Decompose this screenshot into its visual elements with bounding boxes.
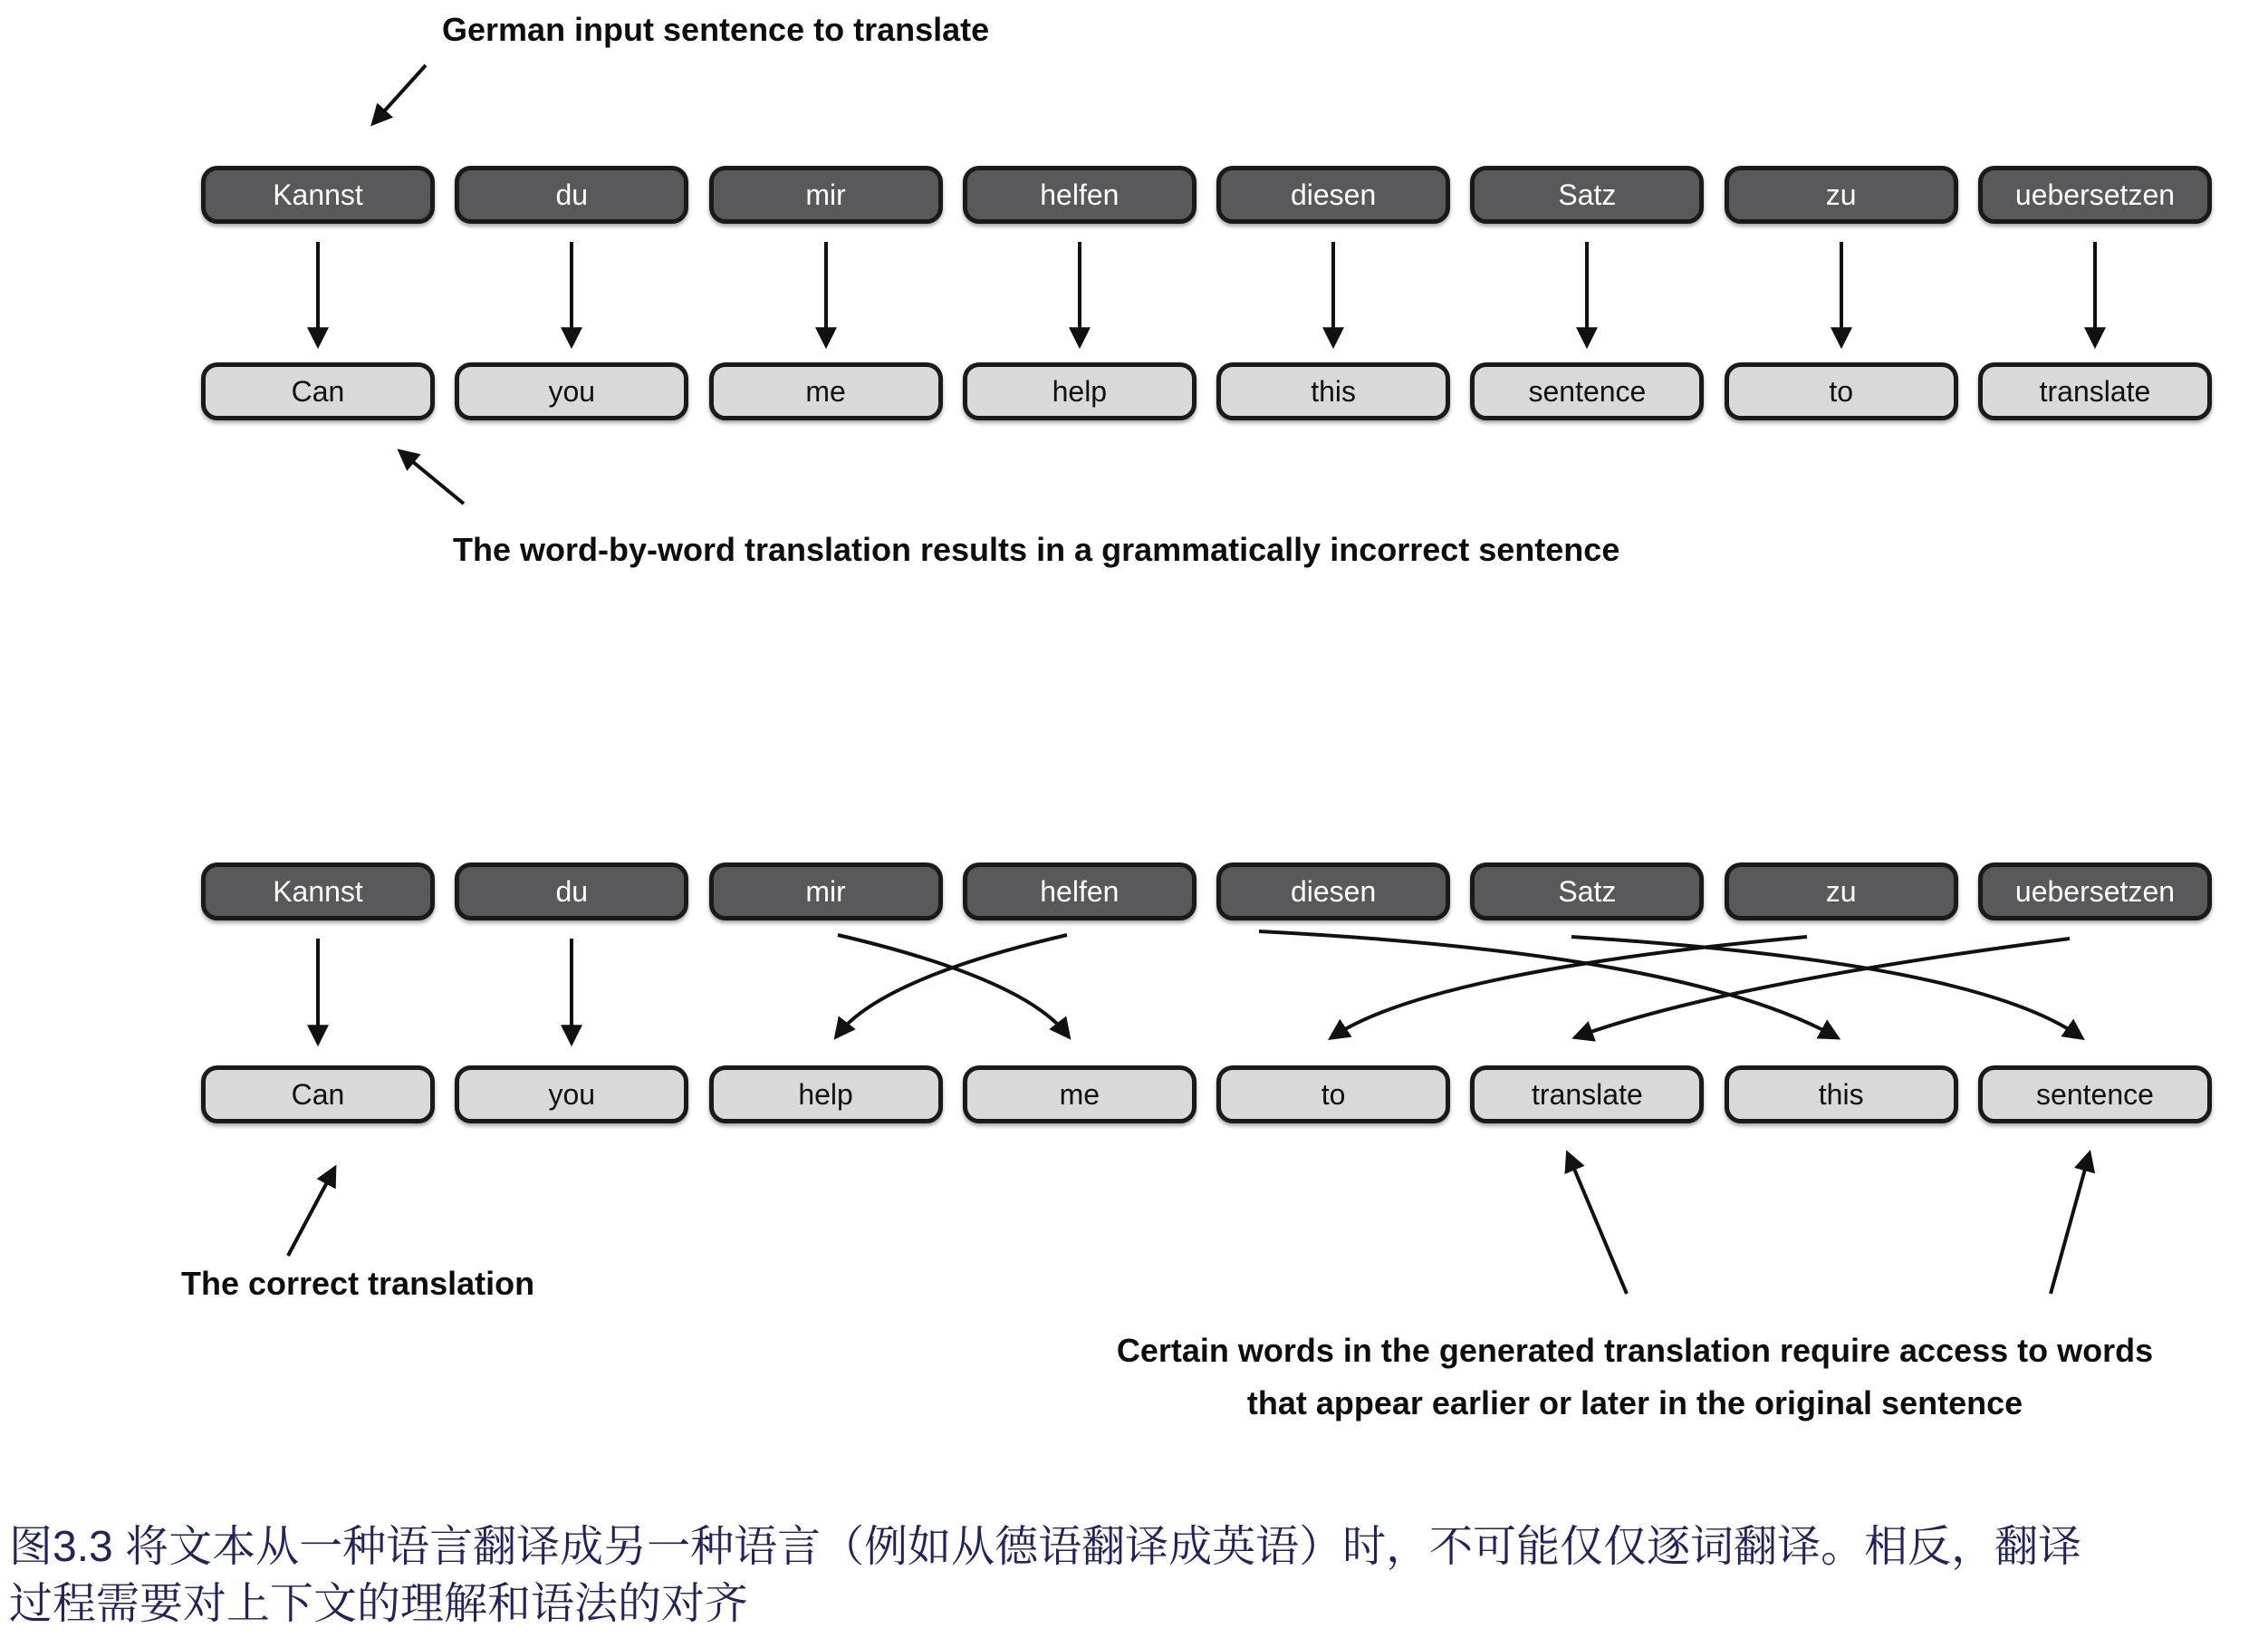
word-label: you <box>548 1077 596 1111</box>
word-box-diesen <box>1216 166 1450 224</box>
figure-caption-line1: 图3.3 将文本从一种语言翻译成另一种语言（例如从德语翻译成英语）时，不可能仅仅逐词翻译。相反，翻译 <box>9 1523 2082 1571</box>
word-label: sentence <box>2036 1077 2154 1111</box>
word-label: uebersetzen <box>2014 874 2176 908</box>
requires-access-annotation <box>1042 1325 2228 1430</box>
word-box-can <box>201 1065 435 1123</box>
word-box-translate <box>1470 1065 1704 1123</box>
alignment-arrow-helfen-help <box>838 935 1067 1035</box>
word-label: du <box>555 874 589 908</box>
word-box-du <box>455 862 688 920</box>
word-box-help <box>709 1065 943 1123</box>
word-box-can <box>201 362 435 420</box>
word-label: du <box>555 178 589 211</box>
word-label: translate <box>1532 1077 1643 1111</box>
word-box-this <box>1725 1065 1958 1123</box>
word-box-mir <box>709 166 943 224</box>
word-label: translate <box>2039 374 2151 408</box>
word-box-uebersetzen <box>1978 862 2212 920</box>
figure-caption <box>9 1518 2264 1633</box>
word-by-word-annotation: The word-by-word translation results in a grammatically incorrect sentence <box>453 531 1620 568</box>
word-box-this <box>1216 362 1450 420</box>
word-box-helfen <box>963 166 1196 224</box>
word-box-mir <box>709 862 943 920</box>
word-box-helfen <box>963 862 1196 920</box>
word-label: zu <box>1825 874 1857 908</box>
requires-access-arrow-translate <box>1569 1156 1627 1294</box>
word-label: me <box>1059 1077 1100 1111</box>
word-box-uebersetzen <box>1978 166 2212 224</box>
word-box-me <box>963 1065 1196 1123</box>
word-by-word-translation-row <box>201 362 2212 420</box>
word-label: diesen <box>1290 874 1377 908</box>
word-box-satz <box>1470 166 1704 224</box>
word-label: mir <box>805 178 846 211</box>
german-input-annotation: German input sentence to translate <box>442 11 990 48</box>
word-box-translate <box>1978 362 2212 420</box>
word-label: Satz <box>1558 178 1617 211</box>
word-label: this <box>1818 1077 1864 1111</box>
requires-access-arrow-sentence <box>2051 1156 2089 1294</box>
german-sentence-row-1 <box>201 166 2212 224</box>
word-label: diesen <box>1290 178 1377 211</box>
word-label: uebersetzen <box>2014 178 2176 211</box>
requires-access-annotation-line2: that appear earlier or later in the original sentence <box>1246 1384 2023 1421</box>
word-box-you <box>455 1065 688 1123</box>
word-label: helfen <box>1040 178 1120 211</box>
alignment-arrow-zu-to <box>1333 937 1807 1036</box>
word-label: you <box>548 374 596 408</box>
word-label: Satz <box>1558 874 1617 908</box>
alignment-arrow-mir-me <box>838 935 1067 1035</box>
word-label: Can <box>291 1077 345 1111</box>
word-box-to <box>1725 362 1958 420</box>
word-label: Kannst <box>273 874 363 908</box>
figure-caption-line2: 过程需要对上下文的理解和语法的对齐 <box>9 1580 749 1628</box>
word-box-sentence <box>1978 1065 2212 1123</box>
word-box-du <box>455 166 688 224</box>
word-label: zu <box>1825 178 1857 211</box>
word-label: mir <box>805 874 846 908</box>
word-box-satz <box>1470 862 1704 920</box>
word-label: helfen <box>1040 874 1120 908</box>
word-by-word-annotation-arrow <box>402 453 464 504</box>
correct-translation-row <box>201 1065 2212 1123</box>
word-label: this <box>1311 374 1357 408</box>
word-box-diesen <box>1216 862 1450 920</box>
word-label: help <box>798 1077 853 1111</box>
word-box-to <box>1216 1065 1450 1123</box>
german-input-annotation-arrow <box>375 65 426 121</box>
word-box-you <box>455 362 688 420</box>
word-label: to <box>1321 1077 1346 1111</box>
word-label: help <box>1052 374 1108 408</box>
word-label: to <box>1829 374 1854 408</box>
alignment-arrow-diesen-this <box>1259 931 1835 1036</box>
word-box-sentence <box>1470 362 1704 420</box>
word-box-help <box>963 362 1196 420</box>
alignment-arrow-satz-sentence <box>1571 937 2080 1036</box>
correct-translation-annotation: The correct translation <box>181 1265 535 1302</box>
word-box-kannst <box>201 862 435 920</box>
word-label: me <box>805 374 846 408</box>
word-box-zu <box>1725 166 1958 224</box>
word-box-me <box>709 362 943 420</box>
word-label: Kannst <box>273 178 363 211</box>
word-label: Can <box>291 374 345 408</box>
word-box-kannst <box>201 166 435 224</box>
requires-access-annotation-line1: Certain words in the generated translation require access to words <box>1116 1332 2154 1369</box>
correct-translation-annotation-arrow <box>288 1171 333 1256</box>
german-sentence-row-2 <box>201 862 2212 920</box>
word-box-zu <box>1725 862 1958 920</box>
alignment-arrow-uebersetzen-translate <box>1578 939 2070 1036</box>
word-label: sentence <box>1528 374 1647 408</box>
